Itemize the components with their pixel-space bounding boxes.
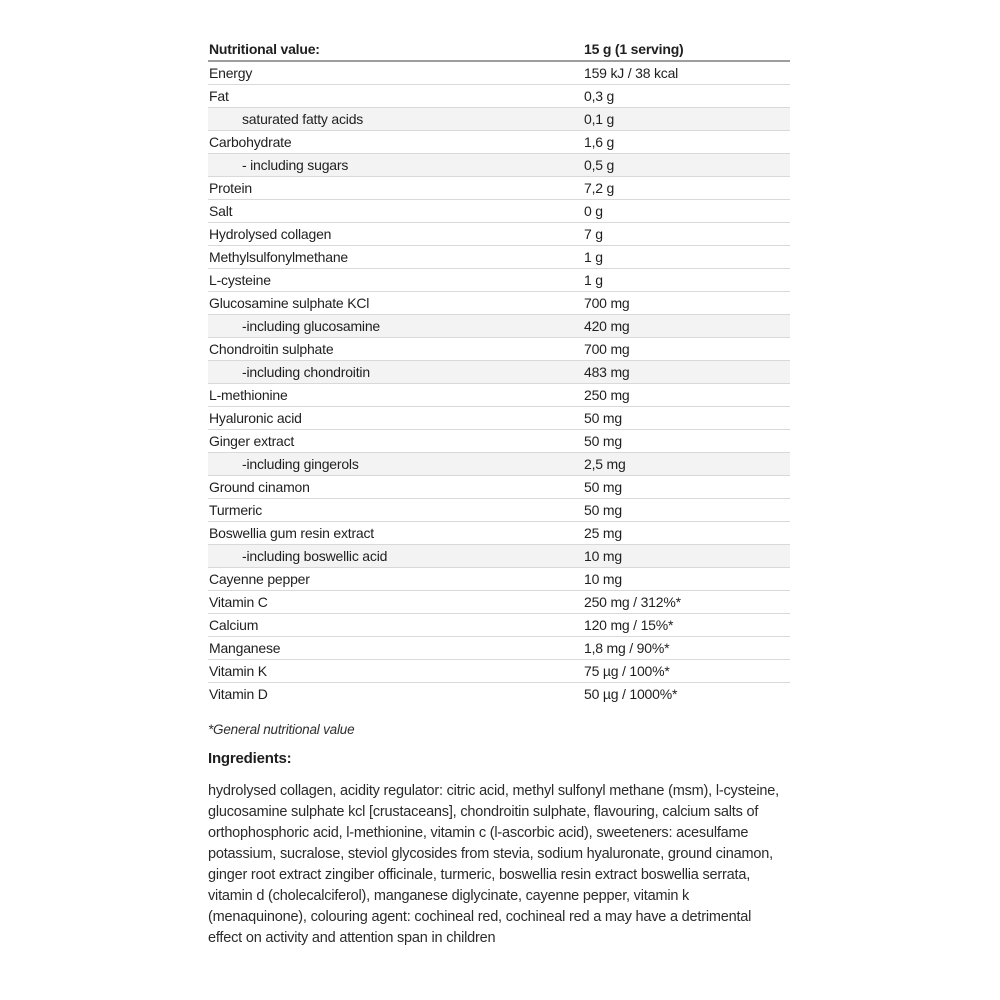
table-row [208, 131, 790, 154]
nutrient-name: Calcium [209, 617, 259, 633]
table-row [208, 476, 790, 499]
table-row [208, 223, 790, 246]
nutrient-name: Ginger extract [209, 433, 295, 449]
nutrient-name: Glucosamine sulphate KCl [209, 295, 370, 311]
table-row [208, 384, 790, 407]
nutrient-value: 1 g [584, 272, 603, 288]
nutrient-name: Ground cinamon [209, 479, 310, 495]
nutrient-value: 10 mg [584, 548, 622, 564]
nutrient-name: -including boswellic acid [242, 548, 388, 564]
nutrient-name: -including glucosamine [242, 318, 381, 334]
nutrient-value: 7,2 g [584, 180, 615, 196]
nutrient-value: 0,3 g [584, 88, 615, 104]
table-row [208, 407, 790, 430]
table-header-row [208, 38, 790, 62]
nutrient-value: 700 mg [584, 341, 630, 357]
ingredients-heading: Ingredients: [208, 750, 292, 767]
nutrient-name: saturated fatty acids [242, 111, 364, 127]
nutrient-value: 1,8 mg / 90%* [584, 640, 670, 656]
table-row [208, 637, 790, 660]
table-row [208, 522, 790, 545]
nutrient-name: Energy [209, 65, 253, 81]
nutrient-name: Vitamin D [209, 686, 268, 702]
nutrient-name: -including gingerols [242, 456, 359, 472]
nutrient-name: Methylsulfonylmethane [209, 249, 348, 265]
nutrient-name: Vitamin K [209, 663, 267, 679]
nutrient-value: 0 g [584, 203, 603, 219]
nutrient-name: -including chondroitin [242, 364, 370, 380]
nutrition-table [208, 38, 790, 705]
nutrient-name: Carbohydrate [209, 134, 292, 150]
table-row [208, 591, 790, 614]
table-row [208, 177, 790, 200]
nutrient-value: 50 mg [584, 502, 622, 518]
general-value-footnote: *General nutritional value [208, 722, 355, 737]
nutrient-value: 483 mg [584, 364, 630, 380]
nutrient-name: Vitamin C [209, 594, 268, 610]
nutrient-value: 7 g [584, 226, 603, 242]
table-row [208, 660, 790, 683]
nutrient-value: 159 kJ / 38 kcal [584, 65, 679, 81]
nutrient-name: Boswellia gum resin extract [209, 525, 374, 541]
table-row [208, 246, 790, 269]
nutrient-value: 120 mg / 15%* [584, 617, 674, 633]
nutrient-value: 1 g [584, 249, 603, 265]
nutrient-value: 0,5 g [584, 157, 615, 173]
table-row [208, 614, 790, 637]
nutrient-name: Hydrolysed collagen [209, 226, 332, 242]
table-row [208, 453, 790, 476]
nutrient-name: L-cysteine [209, 272, 271, 288]
table-row [208, 108, 790, 131]
table-row [208, 200, 790, 223]
nutrient-name: Cayenne pepper [209, 571, 310, 587]
table-row [208, 154, 790, 177]
table-row [208, 292, 790, 315]
table-header-label: Nutritional value: [209, 41, 320, 57]
nutrient-value: 250 mg [584, 387, 630, 403]
nutrient-name: Turmeric [209, 502, 263, 518]
nutrient-name: Fat [209, 88, 229, 104]
nutrient-value: 1,6 g [584, 134, 615, 150]
nutrient-name: Manganese [209, 640, 281, 656]
nutrient-name: Hyaluronic acid [209, 410, 302, 426]
nutrient-value: 50 mg [584, 410, 622, 426]
nutrient-name: L-methionine [209, 387, 288, 403]
nutrient-value: 50 mg [584, 479, 622, 495]
nutrition-label [208, 38, 790, 949]
nutrient-name: Chondroitin sulphate [209, 341, 334, 357]
table-row [208, 338, 790, 361]
nutrition-table-body [208, 62, 790, 705]
nutrient-value: 2,5 mg [584, 456, 626, 472]
nutrient-value: 420 mg [584, 318, 630, 334]
table-row [208, 269, 790, 292]
nutrient-value: 10 mg [584, 571, 622, 587]
nutrient-value: 700 mg [584, 295, 630, 311]
table-row [208, 62, 790, 85]
table-row [208, 545, 790, 568]
nutrient-name: Protein [209, 180, 252, 196]
table-header-value: 15 g (1 serving) [584, 41, 684, 57]
table-row [208, 361, 790, 384]
nutrient-value: 50 µg / 1000%* [584, 686, 678, 702]
nutrient-value: 75 µg / 100%* [584, 663, 670, 679]
table-row [208, 683, 790, 705]
table-row [208, 568, 790, 591]
table-row [208, 85, 790, 108]
nutrient-value: 250 mg / 312%* [584, 594, 681, 610]
table-row [208, 315, 790, 338]
nutrient-value: 25 mg [584, 525, 622, 541]
table-row [208, 499, 790, 522]
nutrient-value: 50 mg [584, 433, 622, 449]
nutrient-name: Salt [209, 203, 233, 219]
table-row [208, 430, 790, 453]
nutrient-value: 0,1 g [584, 111, 615, 127]
ingredients-paragraph: hydrolysed collagen, acidity regulator: citric acid, methyl sulfonyl methane (msm), l-cysteine, glucosamine sulphate kcl [crustaceans], chondroitin sulphate, flavouring, calcium salts of orthophosphoric acid, l-methionine, vitamin c (l-ascorbic acid), sweeteners: acesulfame potassium, sucralose, steviol glycosides from stevia, sodium hyaluronate, ground cinamon, ginger root extract zingiber officinale, turmeric, boswellia resin extract boswellia serrata, vitamin d (cholecalciferol), manganese diglycinate, cayenne pepper, vitamin k (menaquinone), colouring agent: cochineal red, cochineal red a may have a detrimental effect on activity and attention span in children [208, 783, 779, 946]
nutrient-name: - including sugars [242, 157, 349, 173]
